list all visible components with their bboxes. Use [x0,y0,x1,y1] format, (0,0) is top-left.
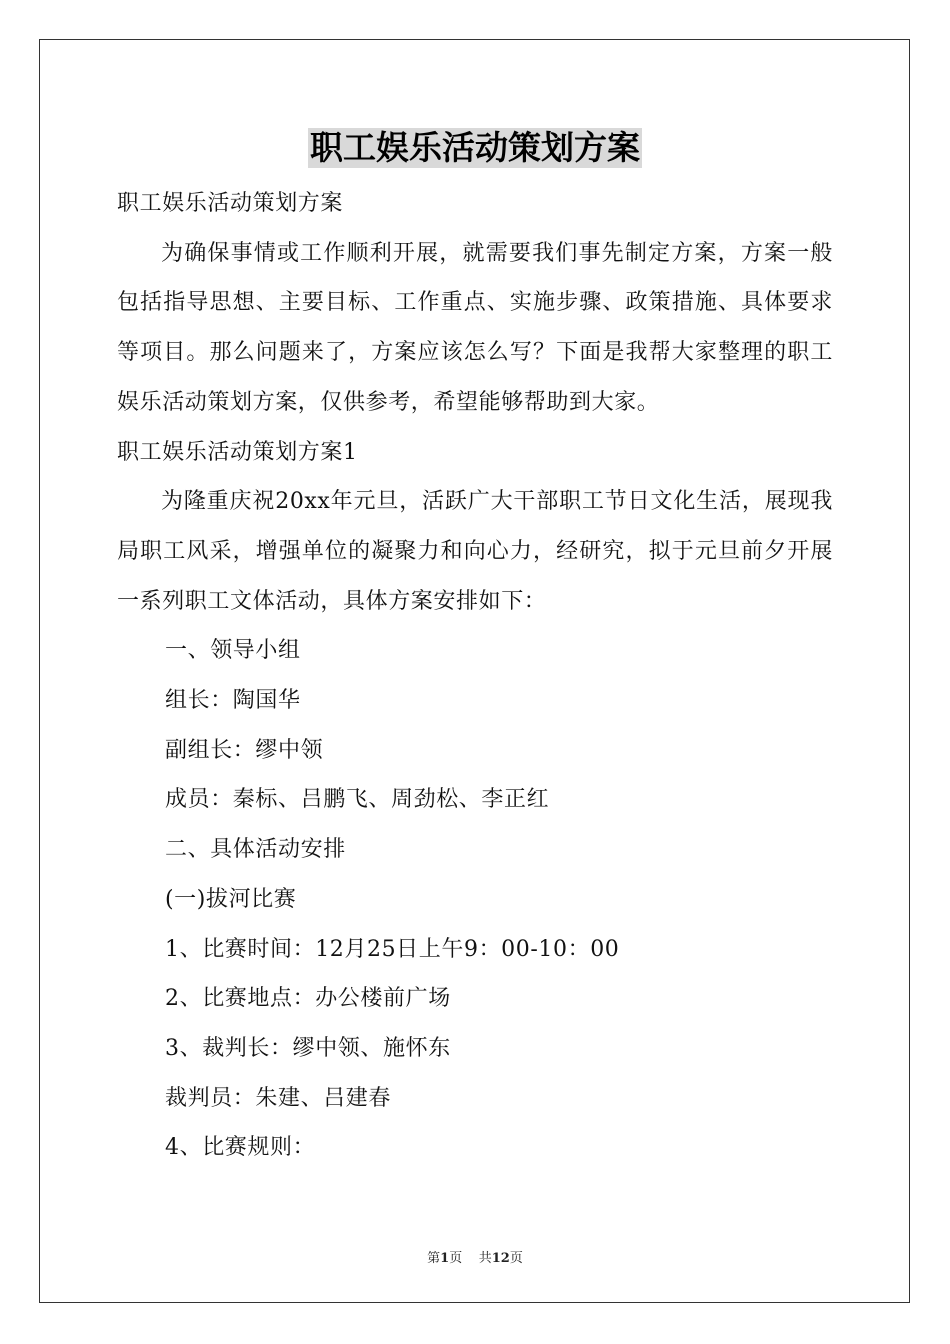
paragraph: 职工娱乐活动策划方案 [117,191,344,216]
title-container [0,128,950,168]
list-item: 副组长：缪中领 [165,737,324,763]
total-prefix: 共 [478,1251,492,1266]
list-item: (一)拔河比赛 [165,886,297,912]
list-item: 二、具体活动安排 [165,837,346,863]
page-prefix: 第 [427,1251,441,1266]
document-body [117,179,833,1173]
page-current: 1 [440,1251,450,1266]
list-item: 1、比赛时间：12月25日上午9：00-10：00 [165,936,620,962]
list-item: 组长：陶国华 [165,688,301,714]
list-item: 3、裁判长：缪中领、施怀东 [165,1035,451,1061]
list-item: 成员：秦标、吕鹏飞、周劲松、李正红 [165,787,550,813]
list-item: 一、领导小组 [165,638,301,664]
list-item: 裁判员：朱建、吕建春 [165,1085,392,1111]
page-footer [0,1247,950,1266]
document-title: 职工娱乐活动策划方案 [310,128,640,167]
paragraph: 为确保事情或工作顺利开展，就需要我们事先制定方案，方案一般包括指导思想、主要目标、工作重点、实施步骤、政策措施、具体要求等项目。那么问题来了，方案应该怎么写？下面是我帮大家整理的职工娱乐活动策划方案，仅供参考，希望能够帮助到大家。 [117,240,833,415]
page-suffix: 页 [449,1251,463,1266]
paragraph: 为隆重庆祝20xx年元旦，活跃广大干部职工节日文化生活，展现我局职工风采，增强单位的凝聚力和向心力，经研究，拟于元旦前夕开展一系列职工文体活动，具体方案安排如下： [117,489,833,614]
paragraph: 职工娱乐活动策划方案1 [117,439,358,465]
total-suffix: 页 [509,1251,523,1266]
list-item: 4、比赛规则： [165,1135,316,1161]
list-item: 2、比赛地点：办公楼前广场 [165,986,451,1012]
page-total: 12 [491,1251,510,1266]
